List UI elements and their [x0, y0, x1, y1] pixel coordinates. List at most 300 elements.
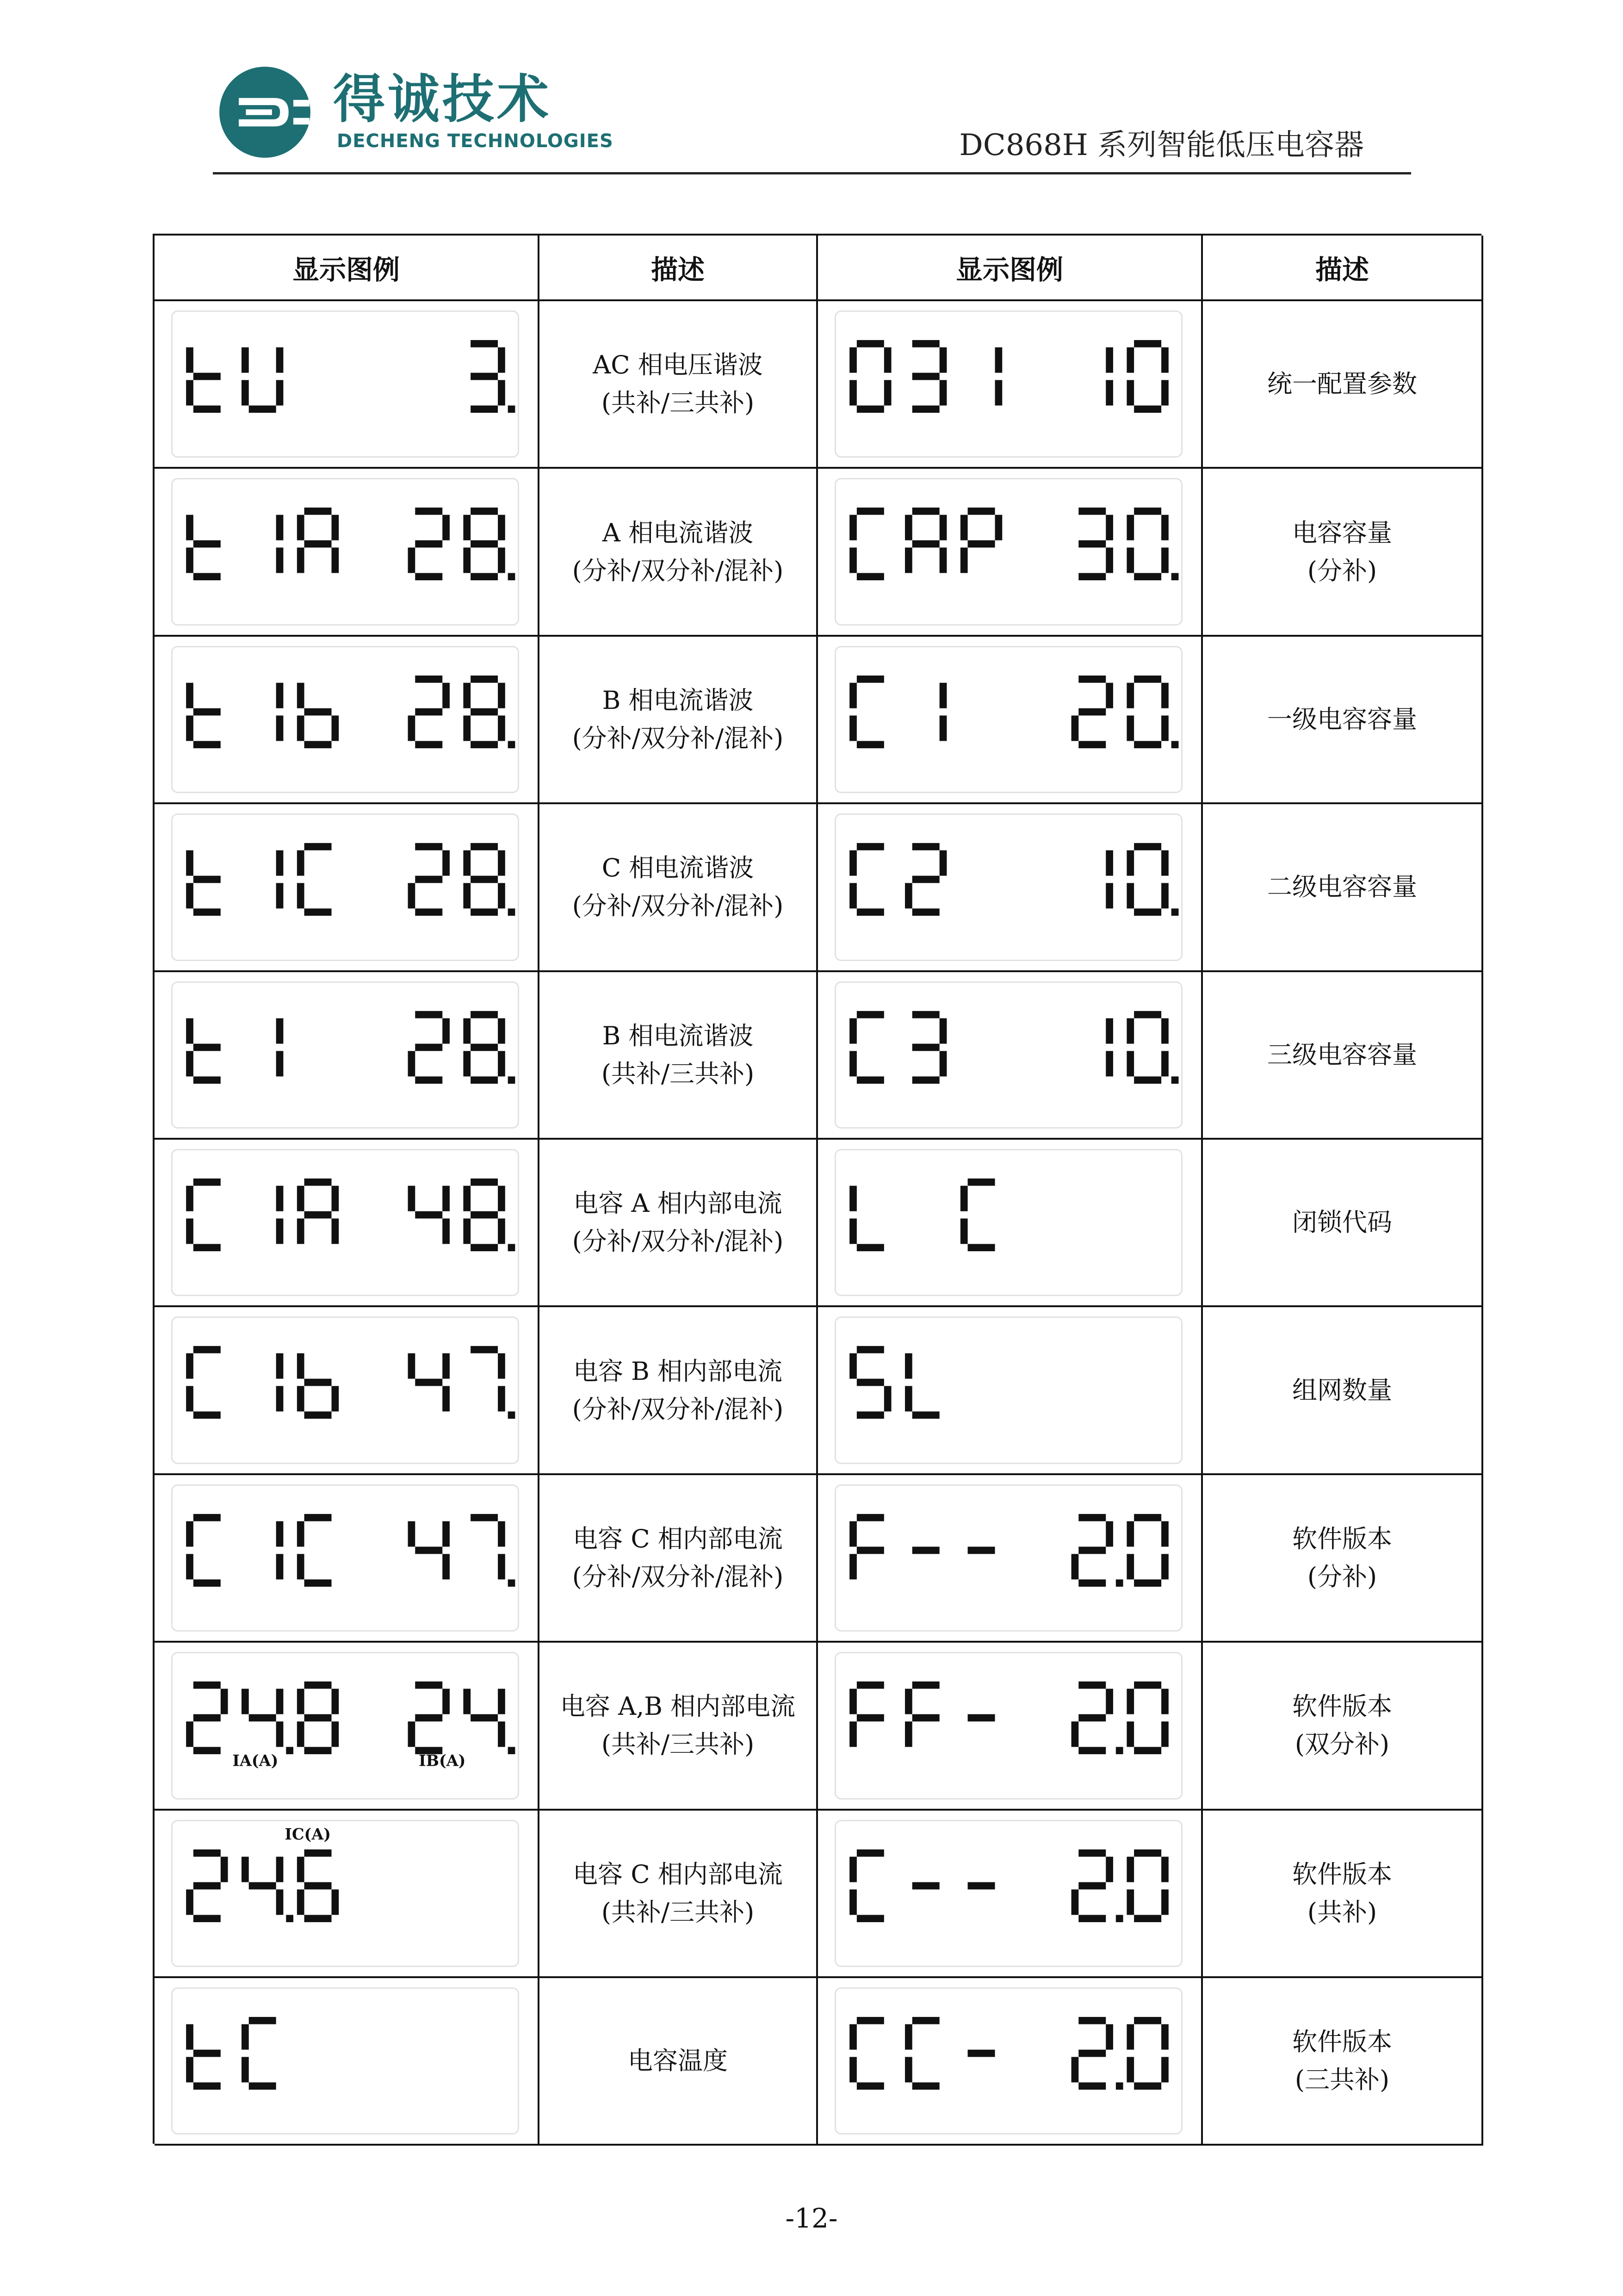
lcd-decimal-point	[508, 1412, 515, 1419]
lcd-segment	[304, 1849, 332, 1856]
lcd-segment	[276, 1353, 284, 1379]
lcd-segment	[498, 1218, 505, 1244]
lcd-segment	[1127, 380, 1134, 405]
lcd-digits	[836, 1989, 1181, 2133]
lcd-segment	[186, 715, 193, 741]
lcd-segment	[415, 1011, 442, 1018]
lcd-segment	[1106, 1051, 1113, 1076]
left-display-example	[155, 1307, 539, 1475]
lcd-digits	[836, 647, 1181, 792]
description-line: (分补)	[1307, 556, 1377, 585]
lcd-segment	[912, 1043, 940, 1051]
lcd-digits	[173, 983, 518, 1127]
lcd-segment	[905, 2024, 912, 2050]
lcd-segment	[193, 1179, 221, 1186]
right-description	[1203, 1978, 1483, 2146]
lcd-segment	[471, 340, 498, 348]
lcd-segment	[1161, 683, 1169, 708]
lcd-segment	[968, 508, 995, 515]
lcd-segment	[193, 2082, 221, 2090]
lcd-segment	[193, 1514, 221, 1521]
lcd-segment	[1161, 715, 1169, 741]
lcd-segment	[471, 573, 498, 581]
right-display-example	[818, 637, 1203, 804]
lcd-segment	[304, 741, 332, 748]
lcd-segment	[1161, 1521, 1169, 1546]
lcd-segment	[995, 515, 1003, 540]
lcd-segment	[498, 515, 505, 540]
lcd-segment	[968, 1244, 995, 1251]
lcd-segment	[857, 340, 884, 348]
lcd-segment	[304, 1514, 332, 1521]
lcd-segment	[857, 573, 884, 581]
lcd-segment	[276, 1051, 284, 1076]
lcd-segment	[1078, 741, 1106, 748]
lcd-segment	[276, 1689, 284, 1714]
lcd-digits	[836, 1486, 1181, 1630]
lcd-segment	[276, 850, 284, 876]
lcd-segment	[1134, 1579, 1161, 1587]
lcd-screen	[835, 478, 1183, 625]
lcd-segment	[304, 1211, 332, 1219]
lcd-segment	[857, 1682, 884, 1689]
lcd-segment	[857, 676, 884, 683]
right-display-example	[818, 1140, 1203, 1307]
lcd-segment	[1161, 1018, 1169, 1043]
lcd-segment	[912, 843, 940, 850]
lcd-segment	[912, 1076, 940, 1084]
company-name-cn: 得诚技术	[333, 69, 551, 130]
lcd-segment	[498, 1721, 505, 1747]
lcd-segment	[304, 1179, 332, 1186]
lcd-segment	[297, 1856, 304, 1882]
lcd-segment	[940, 380, 947, 405]
lcd-segment	[408, 1186, 415, 1211]
lcd-segment	[304, 508, 332, 515]
decheng-logo-icon	[217, 65, 312, 160]
lcd-segment	[186, 1889, 193, 1915]
right-display-example	[818, 1811, 1203, 1978]
page-number: -12-	[785, 2203, 838, 2234]
lcd-segment	[849, 1353, 857, 1379]
lcd-decimal-point	[508, 741, 515, 748]
lcd-segment	[186, 850, 193, 876]
lcd-segment	[332, 1689, 339, 1714]
lcd-screen	[171, 1987, 519, 2135]
description-line: 软件版本	[1292, 2027, 1392, 2057]
lcd-screen	[171, 1652, 519, 1799]
lcd-segment	[471, 1211, 498, 1219]
lcd-segment	[304, 909, 332, 916]
lcd-segment	[995, 380, 1003, 405]
lcd-segment	[849, 1889, 857, 1915]
lcd-segment	[498, 1186, 505, 1211]
left-display-example	[155, 1643, 539, 1810]
lcd-segment	[471, 708, 498, 715]
lcd-segment	[1161, 1554, 1169, 1579]
lcd-segment	[849, 1521, 857, 1546]
lcd-segment	[1161, 2057, 1169, 2082]
lcd-segment	[1161, 1721, 1169, 1747]
lcd-decimal-point	[286, 1915, 293, 1922]
lcd-segment	[1161, 850, 1169, 876]
lcd-segment	[471, 1076, 498, 1084]
lcd-segment	[186, 1386, 193, 1412]
lcd-segment	[857, 1546, 884, 1554]
lcd-segment	[471, 1011, 498, 1018]
description-line: B 相电流谐波	[602, 685, 754, 715]
lcd-segment	[498, 850, 505, 876]
lcd-segment	[849, 683, 857, 708]
right-description	[1203, 469, 1483, 636]
lcd-segment	[1134, 405, 1161, 413]
lcd-segment	[408, 1521, 415, 1546]
lcd-segment	[968, 1546, 995, 1554]
lcd-segment	[186, 1353, 193, 1379]
lcd-decimal-point	[1116, 1915, 1123, 1922]
lcd-segment	[186, 380, 193, 405]
lcd-segment	[415, 1682, 442, 1689]
lcd-digits	[836, 1150, 1181, 1295]
lcd-segment	[849, 515, 857, 540]
lcd-segment	[415, 843, 442, 850]
lcd-segment	[304, 1412, 332, 1419]
left-description	[539, 1811, 818, 1978]
lcd-segment	[498, 1521, 505, 1546]
lcd-segment	[857, 1412, 884, 1419]
lcd-segment	[304, 1747, 332, 1754]
lcd-decimal-point	[1171, 909, 1179, 916]
lcd-segment	[442, 1689, 450, 1714]
lcd-segment	[471, 405, 498, 413]
lcd-screen	[835, 1987, 1183, 2135]
header-description-left: 描述	[539, 236, 818, 301]
description-line: (分补/双分补/混补)	[572, 1562, 784, 1591]
lcd-screen	[171, 981, 519, 1129]
lcd-segment	[332, 1218, 339, 1244]
left-display-example	[155, 637, 539, 804]
lcd-segment	[912, 540, 940, 548]
description-line: 一级电容容量	[1267, 704, 1417, 734]
lcd-segment	[304, 1579, 332, 1587]
lcd-segment	[463, 548, 471, 573]
description-line: 电容 C 相内部电流	[573, 1524, 783, 1553]
lcd-segment	[912, 1682, 940, 1689]
lcd-segment	[297, 548, 304, 573]
lcd-segment	[186, 1218, 193, 1244]
lcd-segment	[193, 2050, 221, 2057]
lcd-screen	[171, 1820, 519, 1967]
lcd-digits	[173, 479, 518, 624]
lcd-segment	[332, 1721, 339, 1747]
lcd-segment	[463, 1218, 471, 1244]
lcd-segment	[1134, 1514, 1161, 1521]
lcd-digits	[836, 312, 1181, 456]
lcd-segment	[415, 540, 442, 548]
lcd-segment	[471, 741, 498, 748]
right-description	[1203, 972, 1483, 1140]
description-line: 电容 B 相内部电流	[573, 1356, 782, 1386]
left-description	[539, 1140, 818, 1307]
description-line: AC 相电压谐波	[593, 350, 763, 380]
lcd-screen	[835, 1652, 1183, 1799]
lcd-segment	[1161, 348, 1169, 373]
lcd-digits	[836, 1821, 1181, 1966]
lcd-segment	[297, 683, 304, 708]
lcd-segment	[442, 1186, 450, 1211]
lcd-segment	[1106, 683, 1113, 708]
lcd-segment	[912, 1546, 940, 1554]
lcd-segment	[1078, 1682, 1106, 1689]
left-display-example	[155, 1978, 539, 2146]
lcd-screen	[835, 1820, 1183, 1967]
lcd-segment	[498, 715, 505, 741]
lcd-segment	[186, 683, 193, 708]
lcd-segment	[1134, 909, 1161, 916]
left-description	[539, 469, 818, 636]
lcd-segment	[1127, 1521, 1134, 1546]
lcd-segment	[415, 1211, 442, 1219]
description-line: 三级电容容量	[1267, 1040, 1417, 1069]
lcd-segment	[297, 1386, 304, 1412]
lcd-segment	[1078, 1915, 1106, 1922]
lcd-segment	[471, 508, 498, 515]
lcd-segment	[193, 876, 221, 883]
lcd-segment	[297, 1554, 304, 1579]
lcd-segment	[849, 2024, 857, 2050]
lcd-segment	[276, 348, 284, 373]
lcd-digits	[836, 1318, 1181, 1462]
lcd-segment	[1127, 2057, 1134, 2082]
lcd-decimal-point	[508, 909, 515, 916]
lcd-segment	[1072, 715, 1079, 741]
lcd-segment	[249, 1714, 276, 1722]
right-description	[1203, 1307, 1483, 1475]
lcd-segment	[1078, 2017, 1106, 2024]
lcd-segment	[1072, 1721, 1079, 1747]
description-line: C 相电流谐波	[601, 853, 754, 883]
lcd-segment	[912, 1011, 940, 1018]
lcd-segment	[297, 515, 304, 540]
right-display-example	[818, 804, 1203, 972]
lcd-segment	[221, 1856, 228, 1882]
lcd-segment	[415, 1714, 442, 1722]
description-line: 电容容量	[1292, 518, 1392, 547]
lcd-segment	[193, 1244, 221, 1251]
lcd-segment	[304, 1714, 332, 1722]
lcd-segment	[471, 909, 498, 916]
description-line: (三共补)	[1295, 2065, 1390, 2095]
lcd-segment	[1106, 1521, 1113, 1546]
lcd-segment	[1078, 1882, 1106, 1889]
description-line: (共补/三共补)	[601, 1897, 755, 1927]
lcd-segment	[1078, 1546, 1106, 1554]
lcd-decimal-point	[1171, 1076, 1179, 1084]
document-title: DC868H 系列智能低压电容器	[959, 128, 1364, 162]
right-display-example	[818, 469, 1203, 636]
lcd-segment	[249, 1882, 276, 1889]
lcd-segment	[304, 708, 332, 715]
header-display-example-left: 显示图例	[155, 236, 539, 301]
lcd-segment	[1078, 2050, 1106, 2057]
lcd-segment	[1134, 1076, 1161, 1084]
lcd-segment	[1161, 1689, 1169, 1714]
lcd-segment	[332, 1889, 339, 1915]
lcd-segment	[1127, 1554, 1134, 1579]
lcd-decimal-point	[508, 1076, 515, 1084]
lcd-segment	[442, 1353, 450, 1379]
lcd-segment	[849, 548, 857, 573]
left-description	[539, 972, 818, 1140]
lcd-segment	[1134, 1747, 1161, 1754]
lcd-segment	[849, 1051, 857, 1076]
lcd-segment	[193, 909, 221, 916]
lcd-segment	[1127, 515, 1134, 540]
lcd-segment	[471, 1179, 498, 1186]
lcd-segment	[221, 1689, 228, 1714]
lcd-segment	[276, 1521, 284, 1546]
lcd-segment	[1078, 540, 1106, 548]
left-description	[539, 1307, 818, 1475]
lcd-segment	[1127, 2024, 1134, 2050]
right-display-example	[818, 301, 1203, 469]
lcd-segment	[1127, 850, 1134, 876]
lcd-segment	[849, 1554, 857, 1579]
lcd-segment	[1106, 380, 1113, 405]
lcd-decimal-point	[1171, 741, 1179, 748]
lcd-decimal-point	[508, 405, 515, 413]
lcd-screen	[171, 1316, 519, 1464]
lcd-segment	[193, 1915, 221, 1922]
lcd-segment	[193, 1412, 221, 1419]
lcd-segment	[242, 1856, 249, 1882]
lcd-segment	[912, 373, 940, 380]
lcd-segment	[186, 515, 193, 540]
lcd-decimal-point	[1116, 1579, 1123, 1587]
lcd-segment	[884, 348, 892, 373]
lcd-segment	[857, 2082, 884, 2090]
lcd-segment	[415, 1546, 442, 1554]
lcd-segment	[849, 1856, 857, 1882]
lcd-segment	[463, 850, 471, 876]
lcd-segment	[912, 876, 940, 883]
lcd-segment	[940, 515, 947, 540]
lcd-segment	[415, 508, 442, 515]
lcd-segment	[276, 1186, 284, 1211]
lcd-screen	[171, 813, 519, 961]
left-description	[539, 1643, 818, 1810]
lcd-digits	[173, 1653, 518, 1798]
lcd-segment	[498, 1386, 505, 1412]
lcd-segment	[193, 1076, 221, 1084]
lcd-segment	[1134, 1011, 1161, 1018]
description-line: 组网数量	[1292, 1375, 1392, 1405]
lcd-segment	[276, 683, 284, 708]
lcd-segment	[1134, 741, 1161, 748]
lcd-segment	[297, 1721, 304, 1747]
lcd-segment	[857, 1379, 884, 1386]
right-display-example	[818, 1643, 1203, 1810]
lcd-segment	[1106, 883, 1113, 909]
lcd-segment	[1161, 1051, 1169, 1076]
lcd-unit-label: IA(A)	[232, 1751, 279, 1770]
lcd-decimal-point	[508, 1244, 515, 1251]
lcd-segment	[276, 1554, 284, 1579]
lcd-segment	[498, 883, 505, 909]
lcd-segment	[332, 548, 339, 573]
lcd-segment	[1106, 1689, 1113, 1714]
left-display-example	[155, 1811, 539, 1978]
lcd-segment	[940, 683, 947, 708]
lcd-segment	[471, 676, 498, 683]
lcd-decimal-point	[508, 1579, 515, 1587]
lcd-screen	[835, 1149, 1183, 1296]
lcd-segment	[276, 1386, 284, 1412]
lcd-segment	[1106, 850, 1113, 876]
lcd-segment	[1134, 340, 1161, 348]
header-divider	[213, 172, 1411, 174]
lcd-segment	[463, 683, 471, 708]
lcd-digits	[173, 1150, 518, 1295]
lcd-segment	[276, 1856, 284, 1882]
lcd-segment	[968, 540, 995, 548]
description-line: 闭锁代码	[1292, 1208, 1392, 1237]
lcd-segment	[442, 1018, 450, 1043]
lcd-segment	[857, 909, 884, 916]
right-display-example	[818, 1475, 1203, 1643]
right-description	[1203, 637, 1483, 804]
lcd-segment	[193, 373, 221, 380]
lcd-segment	[1078, 1514, 1106, 1521]
lcd-segment	[1072, 1889, 1079, 1915]
lcd-segment	[1134, 2017, 1161, 2024]
lcd-segment	[193, 1579, 221, 1587]
lcd-decimal-point	[286, 1747, 293, 1754]
lcd-segment	[186, 348, 193, 373]
lcd-segment	[960, 515, 968, 540]
lcd-segment	[463, 883, 471, 909]
lcd-segment	[249, 2082, 276, 2090]
lcd-segment	[304, 540, 332, 548]
company-logo	[217, 65, 634, 167]
lcd-segment	[408, 1051, 415, 1076]
lcd-decimal-point	[508, 1747, 515, 1754]
lcd-segment	[471, 1714, 498, 1722]
lcd-screen	[835, 1316, 1183, 1464]
lcd-segment	[857, 1011, 884, 1018]
lcd-segment	[498, 548, 505, 573]
lcd-segment	[960, 1218, 968, 1244]
lcd-segment	[849, 850, 857, 876]
header-description-right: 描述	[1203, 236, 1483, 301]
lcd-segment	[276, 1218, 284, 1244]
lcd-segment	[857, 1076, 884, 1084]
lcd-segment	[849, 1018, 857, 1043]
lcd-segment	[276, 883, 284, 909]
lcd-segment	[186, 1186, 193, 1211]
description-line: 电容 A,B 相内部电流	[560, 1692, 796, 1721]
lcd-segment	[408, 1721, 415, 1747]
lcd-segment	[1078, 676, 1106, 683]
description-line: 电容 C 相内部电流	[573, 1859, 783, 1889]
lcd-segment	[463, 715, 471, 741]
lcd-segment	[1127, 1889, 1134, 1915]
lcd-segment	[242, 380, 249, 405]
lcd-segment	[332, 1386, 339, 1412]
lcd-segment	[857, 1346, 884, 1353]
lcd-segment	[1127, 883, 1134, 909]
lcd-decimal-point	[1116, 1747, 1123, 1754]
